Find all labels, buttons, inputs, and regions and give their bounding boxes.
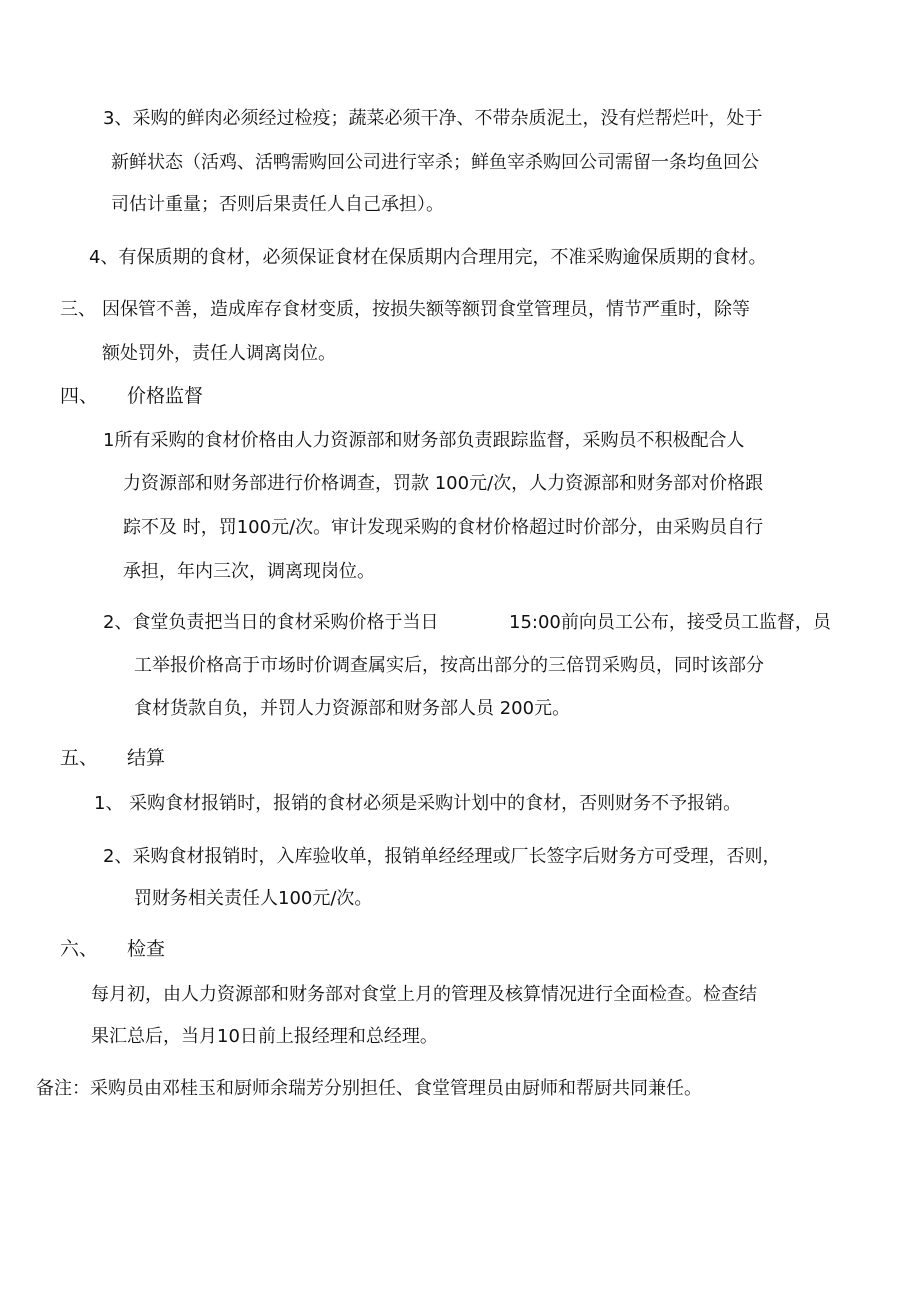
remark-note: 备注：采购员由邓桂玉和厨师余瑞芳分别担任、食堂管理员由厨师和帮厨共同兼任。 — [36, 1078, 702, 1099]
section-4-number: 四、 — [60, 385, 99, 407]
section-4-item-1-line-3: 踪不及 时，罚100元/次。审计发现采购的食材价格超过时价部分，由采购员自行 — [123, 517, 764, 538]
section-4-item-1-line-4: 承担，年内三次，调离现岗位。 — [123, 561, 375, 582]
section-5-item-1: 1、 采购食材报销时，报销的食材必须是采购计划中的食材，否则财务不予报销。 — [94, 793, 742, 814]
item-3-line-3: 司估计重量；否则后果责任人自己承担）。 — [111, 194, 444, 215]
section-5-item-2-line-1: 2、采购食材报销时，入库验收单，报销单经经理或厂长签字后财务方可受理，否则， — [103, 846, 781, 867]
section-5-number: 五、 — [60, 747, 99, 769]
section-4-title: 价格监督 — [127, 385, 204, 407]
item-3-line-1: 3、采购的鲜肉必须经过检疫；蔬菜必须干净、不带杂质泥土，没有烂帮烂叶，处于 — [103, 108, 763, 129]
section-4-item-2-line-1b: 15:00前向员工公布，接受员工监督，员 — [509, 612, 831, 633]
section-4-item-2-line-3: 食材货款自负，并罚人力资源部和财务部人员 200元。 — [134, 698, 571, 719]
section-4-item-2-line-2: 工举报价格高于市场时价调查属实后，按高出部分的三倍罚采购员，同时该部分 — [134, 655, 764, 676]
section-6-title: 检查 — [127, 938, 166, 960]
section-5-title: 结算 — [127, 747, 166, 769]
item-4: 4、有保质期的食材，必须保证食材在保质期内合理用完，不准采购逾保质期的食材。 — [89, 247, 767, 268]
section-6-line-1: 每月初，由人力资源部和财务部对食堂上月的管理及核算情况进行全面检查。检查结 — [91, 984, 757, 1005]
section-3-line-1: 因保管不善，造成库存食材变质，按损失额等额罚食堂管理员，情节严重时，除等 — [102, 299, 750, 320]
section-6-line-2: 果汇总后，当月10日前上报经理和总经理。 — [91, 1026, 438, 1047]
section-3-number: 三、 — [60, 299, 96, 320]
section-4-item-1-line-1: 1所有采购的食材价格由人力资源部和财务部负责跟踪监督，采购员不积极配合人 — [103, 430, 745, 451]
section-4-item-1-line-2: 力资源部和财务部进行价格调查，罚款 100元/次，人力资源部和财务部对价格跟 — [123, 473, 764, 494]
section-3-line-2: 额处罚外，责任人调离岗位。 — [102, 343, 336, 364]
section-6-number: 六、 — [60, 938, 99, 960]
section-5-item-2-line-2: 罚财务相关责任人100元/次。 — [134, 888, 373, 909]
item-3-line-2: 新鲜状态（活鸡、活鸭需购回公司进行宰杀；鲜鱼宰杀购回公司需留一条均鱼回公 — [111, 152, 759, 173]
section-4-item-2-line-1a: 2、食堂负责把当日的食材采购价格于当日 — [103, 612, 439, 633]
